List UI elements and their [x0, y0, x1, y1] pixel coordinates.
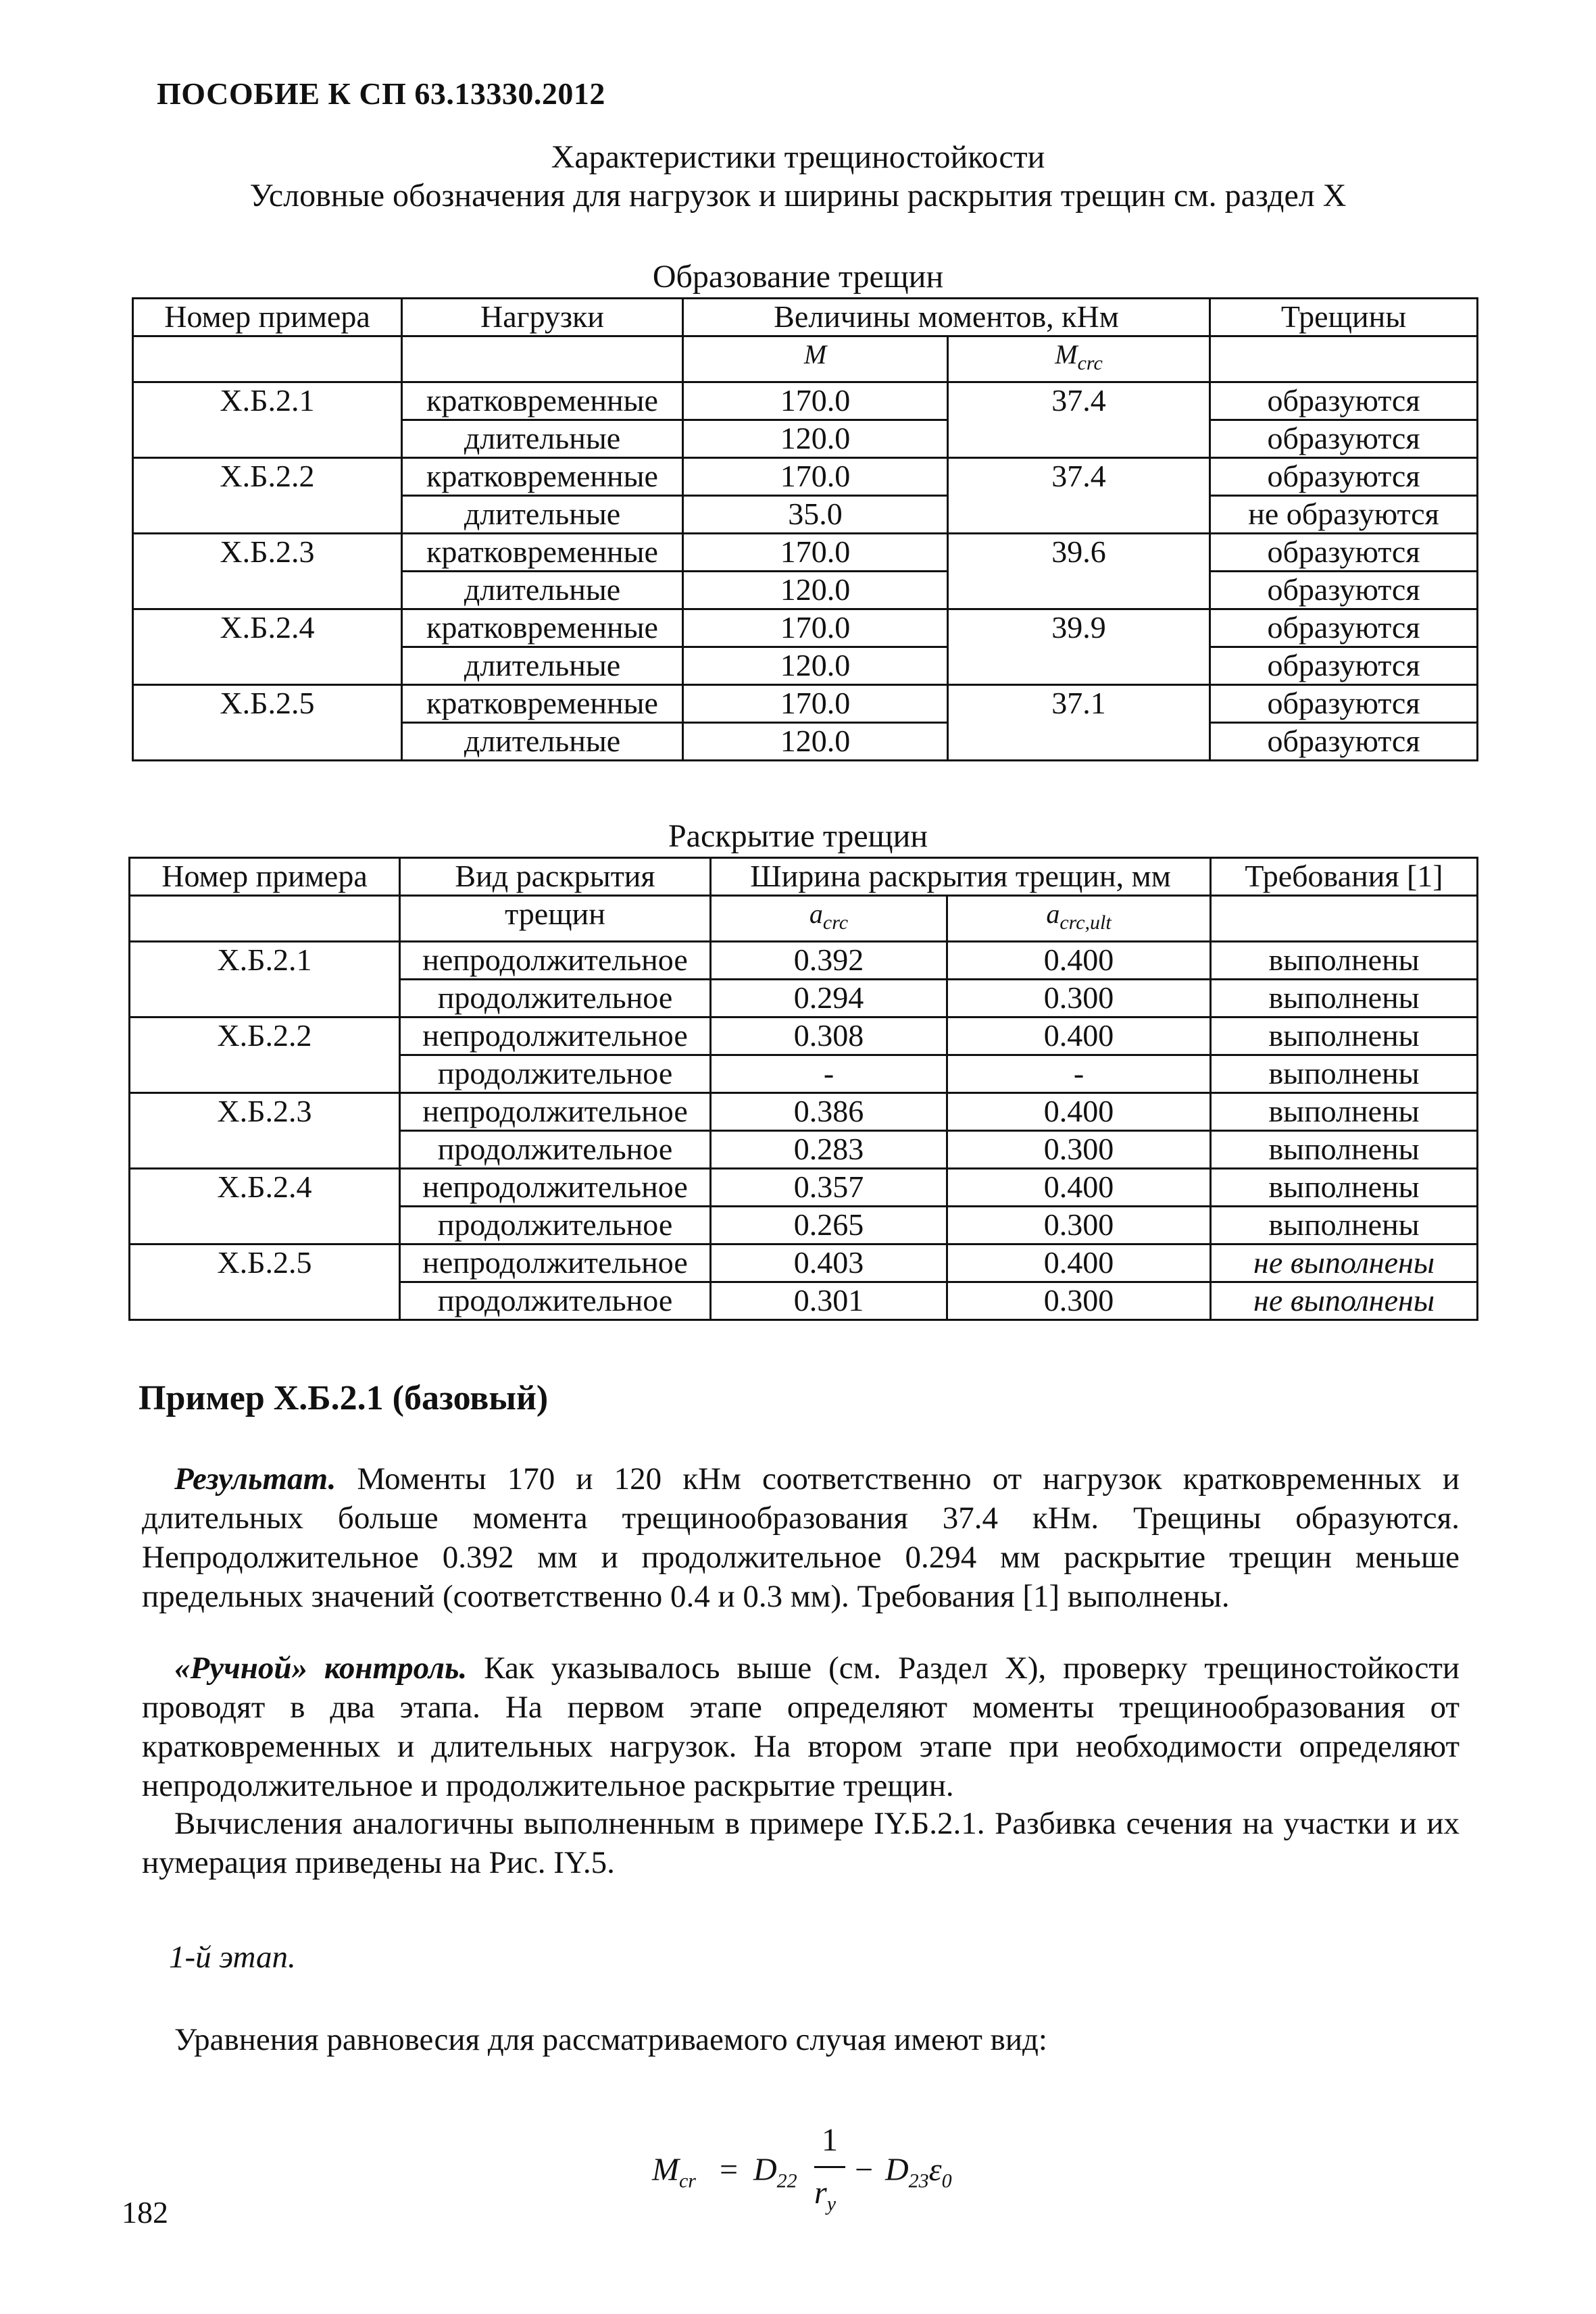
moment-value: 120.0	[683, 420, 948, 458]
moment-value: 170.0	[683, 534, 948, 572]
moment-value: 120.0	[683, 572, 948, 609]
result-text: Моменты 170 и 120 кНм соответственно от нагрузок кратковременных и длительных больше момента трещинообразования 37.4 кНм. Трещины образуются. Непродолжительное 0.392 мм и продолжительное 0.294 мм раскрытие трещин меньше предельных значений (соответственно 0.4 и 0.3 мм). Требования [1] выполнены.	[142, 1461, 1460, 1614]
cracks-status: образуются	[1210, 723, 1478, 761]
acrc-ult-value: 0.400	[947, 942, 1211, 980]
opening-type: продолжительное	[400, 1282, 711, 1320]
cracks-status: не образуются	[1210, 496, 1478, 534]
acrc-value: 0.308	[711, 1017, 947, 1055]
acrc-ult-value: 0.300	[947, 1207, 1211, 1244]
header-requirements: Требования [1]	[1211, 858, 1478, 896]
moment-value: 120.0	[683, 647, 948, 685]
calculation-paragraph: Вычисления аналогичны выполненным в примере IY.Б.2.1. Разбивка сечения на участки и их нумерация приведены на Рис. IY.5.	[142, 1806, 1460, 1880]
mcrc-value: 39.9	[948, 609, 1210, 685]
opening-type: продолжительное	[400, 1207, 711, 1244]
fraction-bar	[814, 2166, 845, 2168]
header-loads: Нагрузки	[402, 299, 683, 336]
header-m: M	[683, 336, 948, 382]
formula-numerator: 1	[822, 2122, 838, 2158]
mcrc-value: 37.1	[948, 685, 1210, 761]
acrc-ult-value: 0.400	[947, 1017, 1211, 1055]
formula-d23: $D_{23}\varepsilon_0$	[885, 2152, 952, 2192]
acrc-ult-value: -	[947, 1055, 1211, 1093]
cracks-status: образуются	[1210, 609, 1478, 647]
page-title: Характеристики трещиностойкости	[551, 139, 1045, 175]
manual-control-paragraph	[142, 1649, 1460, 1805]
table-row	[133, 609, 1478, 647]
mcrc-value: 39.6	[948, 534, 1210, 609]
table-row	[133, 534, 1478, 572]
load-type: кратковременные	[402, 534, 683, 572]
acrc-value: 0.283	[711, 1131, 947, 1169]
header-width: Ширина раскрытия трещин, мм	[711, 858, 1211, 896]
requirements-status: выполнены	[1211, 1093, 1478, 1131]
load-type: кратковременные	[402, 685, 683, 723]
table1-caption: Образование трещин	[652, 259, 944, 295]
load-type: кратковременные	[402, 382, 683, 420]
formula-minus: −	[855, 2152, 874, 2188]
result-paragraph	[142, 1459, 1460, 1616]
header-example: Номер примера	[130, 858, 400, 896]
equilibrium-formula	[652, 2121, 963, 2230]
requirements-status: выполнены	[1211, 1131, 1478, 1169]
crack-opening-table	[128, 857, 1478, 1321]
table-row	[130, 1244, 1478, 1282]
cracks-status: образуются	[1210, 647, 1478, 685]
requirements-status: выполнены	[1211, 1017, 1478, 1055]
header-example: Номер примера	[133, 299, 402, 336]
acrc-ult-value: 0.400	[947, 1244, 1211, 1282]
example-number: Х.Б.2.2	[130, 1017, 400, 1093]
formula-lhs: $M_{cr}$	[652, 2152, 696, 2192]
example-number: Х.Б.2.1	[133, 382, 402, 458]
opening-type: непродолжительное	[400, 1169, 711, 1207]
moment-value: 170.0	[683, 685, 948, 723]
formula-d22: $D_{22}$	[753, 2152, 797, 2192]
page-number: 182	[122, 2195, 168, 2230]
cracks-status: образуются	[1210, 420, 1478, 458]
table-row	[133, 685, 1478, 723]
opening-type: продолжительное	[400, 980, 711, 1017]
stage-label: 1-й этап.	[169, 1940, 296, 1975]
cracks-status: образуются	[1210, 382, 1478, 420]
equations-intro: Уравнения равновесия для рассматриваемого случая имеют вид:	[174, 2022, 1047, 2057]
crack-formation-table	[132, 297, 1478, 761]
moment-value: 170.0	[683, 609, 948, 647]
header-cracks: Трещины	[1210, 299, 1478, 336]
header-type-line1: Вид раскрытия	[400, 858, 711, 896]
header-mcrc: $M_{crc}$	[948, 336, 1210, 382]
acrc-ult-value: 0.300	[947, 980, 1211, 1017]
cracks-status: образуются	[1210, 458, 1478, 496]
manual-text: Как указывалось выше (см. Раздел X), проверку трещиностойкости проводят в два этапа. На первом этапе определяют моменты трещинообразования от кратковременных и длительных нагрузок. На втором этапе при необходимости определяют непродолжительное и продолжительное раскрытие трещин.	[142, 1651, 1460, 1803]
requirements-status: выполнены	[1211, 1207, 1478, 1244]
document-header: ПОСОБИЕ К СП 63.13330.2012	[157, 76, 605, 111]
table2-caption: Раскрытие трещин	[668, 818, 928, 854]
load-type: длительные	[402, 723, 683, 761]
table-row	[130, 1093, 1478, 1131]
table-row	[130, 1169, 1478, 1207]
opening-type: непродолжительное	[400, 1093, 711, 1131]
header-type-line2: трещин	[400, 896, 711, 942]
load-type: кратковременные	[402, 609, 683, 647]
moment-value: 120.0	[683, 723, 948, 761]
acrc-value: 0.403	[711, 1244, 947, 1282]
formula-denominator: $r_y$	[814, 2175, 837, 2215]
opening-type: непродолжительное	[400, 1244, 711, 1282]
acrc-ult-value: 0.400	[947, 1093, 1211, 1131]
section-title: Пример Х.Б.2.1 (базовый)	[139, 1379, 549, 1417]
cracks-status: образуются	[1210, 534, 1478, 572]
example-number: Х.Б.2.4	[130, 1169, 400, 1244]
header-acrc: $a_{crc}$	[711, 896, 947, 942]
opening-type: непродолжительное	[400, 1017, 711, 1055]
example-number: Х.Б.2.5	[133, 685, 402, 761]
load-type: длительные	[402, 420, 683, 458]
mcrc-value: 37.4	[948, 458, 1210, 534]
requirements-status: не выполнены	[1211, 1282, 1478, 1320]
example-number: Х.Б.2.5	[130, 1244, 400, 1320]
moment-value: 170.0	[683, 382, 948, 420]
requirements-status: выполнены	[1211, 1055, 1478, 1093]
example-number: Х.Б.2.2	[133, 458, 402, 534]
requirements-status: выполнены	[1211, 1169, 1478, 1207]
acrc-value: 0.294	[711, 980, 947, 1017]
moment-value: 170.0	[683, 458, 948, 496]
load-type: длительные	[402, 572, 683, 609]
table-row	[133, 458, 1478, 496]
example-number: Х.Б.2.3	[133, 534, 402, 609]
example-number: Х.Б.2.1	[130, 942, 400, 1017]
opening-type: непродолжительное	[400, 942, 711, 980]
formula-equals: =	[720, 2152, 739, 2188]
load-type: длительные	[402, 647, 683, 685]
opening-type: продолжительное	[400, 1131, 711, 1169]
acrc-value: 0.265	[711, 1207, 947, 1244]
manual-lead: «Ручной» контроль.	[174, 1651, 468, 1686]
example-number: Х.Б.2.4	[133, 609, 402, 685]
result-lead: Результат.	[174, 1461, 336, 1496]
acrc-value: 0.357	[711, 1169, 947, 1207]
page-subtitle: Условные обозначения для нагрузок и ширины раскрытия трещин см. раздел X	[249, 178, 1347, 213]
acrc-ult-value: 0.300	[947, 1282, 1211, 1320]
table-row	[130, 1017, 1478, 1055]
requirements-status: выполнены	[1211, 980, 1478, 1017]
load-type: длительные	[402, 496, 683, 534]
load-type: кратковременные	[402, 458, 683, 496]
table-row	[133, 382, 1478, 420]
acrc-value: -	[711, 1055, 947, 1093]
requirements-status: выполнены	[1211, 942, 1478, 980]
acrc-value: 0.386	[711, 1093, 947, 1131]
requirements-status: не выполнены	[1211, 1244, 1478, 1282]
header-acrc-ult: $a_{crc,ult}$	[947, 896, 1211, 942]
header-moments: Величины моментов, кНм	[683, 299, 1210, 336]
acrc-ult-value: 0.300	[947, 1131, 1211, 1169]
acrc-value: 0.392	[711, 942, 947, 980]
opening-type: продолжительное	[400, 1055, 711, 1093]
cracks-status: образуются	[1210, 572, 1478, 609]
cracks-status: образуются	[1210, 685, 1478, 723]
acrc-value: 0.301	[711, 1282, 947, 1320]
acrc-ult-value: 0.400	[947, 1169, 1211, 1207]
table-row	[130, 942, 1478, 980]
mcrc-value: 37.4	[948, 382, 1210, 458]
example-number: Х.Б.2.3	[130, 1093, 400, 1169]
moment-value: 35.0	[683, 496, 948, 534]
